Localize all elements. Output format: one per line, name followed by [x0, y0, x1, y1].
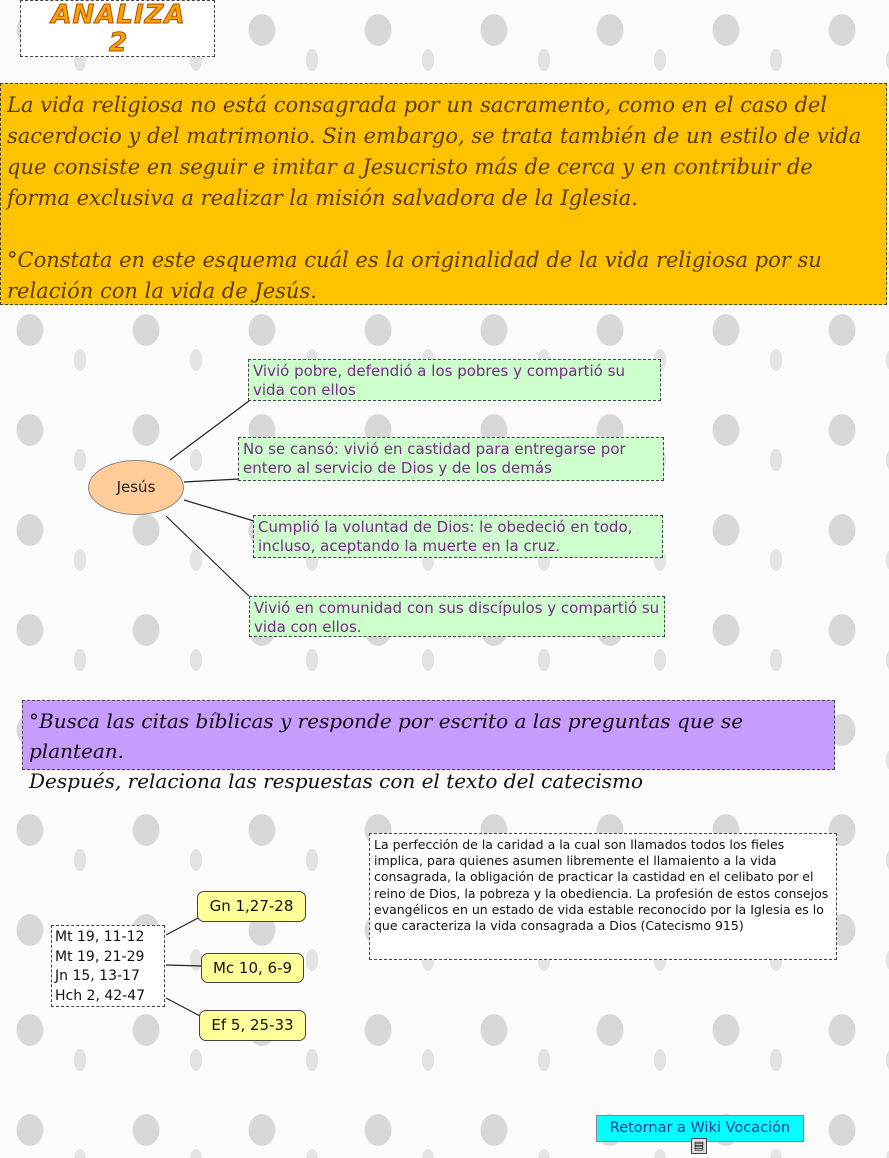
branch-chastity: No se cansó: vivió en castidad para entregarse por entero al servicio de Dios y de los demás [238, 437, 664, 481]
citation-node-mark: Mc 10, 6-9 [201, 953, 304, 983]
citation-item: Mt 19, 11-12 [55, 929, 145, 945]
intro-paragraph: La vida religiosa no está consagrada por un sacramento, como en el caso del sacerdocio y del matrimonio. Sin embargo, se trata también de un estilo de vida que consiste en seguir e imitar a Jesucristo más de cerca y en contribuir de forma exclusiva a realizar la misión salvadora de la Iglesia. [7, 93, 862, 210]
return-wiki-link[interactable]: Retornar a Wiki Vocación [596, 1115, 804, 1142]
instructions-line: °Busca las citas bíblicas y responde por escrito a las preguntas que se plantean. [29, 709, 744, 763]
branch-community: Vivió en comunidad con sus discípulos y compartió su vida con ellos. [249, 596, 665, 637]
diagram-center-node: Jesús [88, 460, 184, 515]
citations-list [51, 925, 165, 1007]
branch-obedience: Cumplió la voluntad de Dios: le obedeció en todo, incluso, aceptando la muerte en la cruz. [253, 515, 663, 558]
logo-number: 2 [108, 28, 129, 58]
logo-title: ANALIZA [51, 0, 186, 30]
branch-poverty: Vivió pobre, defendió a los pobres y compartió su vida con ellos [248, 359, 661, 401]
intro-question: °Constata en este esquema cuál es la originalidad de la vida religiosa por su relación con la vida de Jesús. [7, 248, 822, 303]
intro-box [0, 83, 887, 305]
citation-item: Mt 19, 21-29 [55, 948, 145, 965]
citation-item: Jn 15, 13-17 [55, 968, 140, 984]
citation-node-ephesians: Ef 5, 25-33 [199, 1010, 306, 1041]
citation-node-genesis: Gn 1,27-28 [197, 891, 306, 922]
instructions-box [22, 700, 835, 793]
instructions-line: Después, relaciona las respuestas con el texto del catecismo [29, 769, 644, 793]
citation-item: Hch 2, 42-47 [55, 987, 146, 1004]
page-logo [20, 0, 215, 57]
page-icon[interactable]: ▤ [691, 1138, 707, 1154]
catechism-text: La perfección de la caridad a la cual son llamados todos los fieles implica, para quienes asumen libremente el llamaiento a la vida consagrada, la obligación de practicar la castidad en el celibato por el reino de Dios, la pobreza y la obediencia. La profesión de estos consejos evangélicos en un estado de vida estable reconocido por la Iglesia es lo que caracteriza la vida consagrada a Dios (Catecismo 915) [369, 833, 837, 960]
